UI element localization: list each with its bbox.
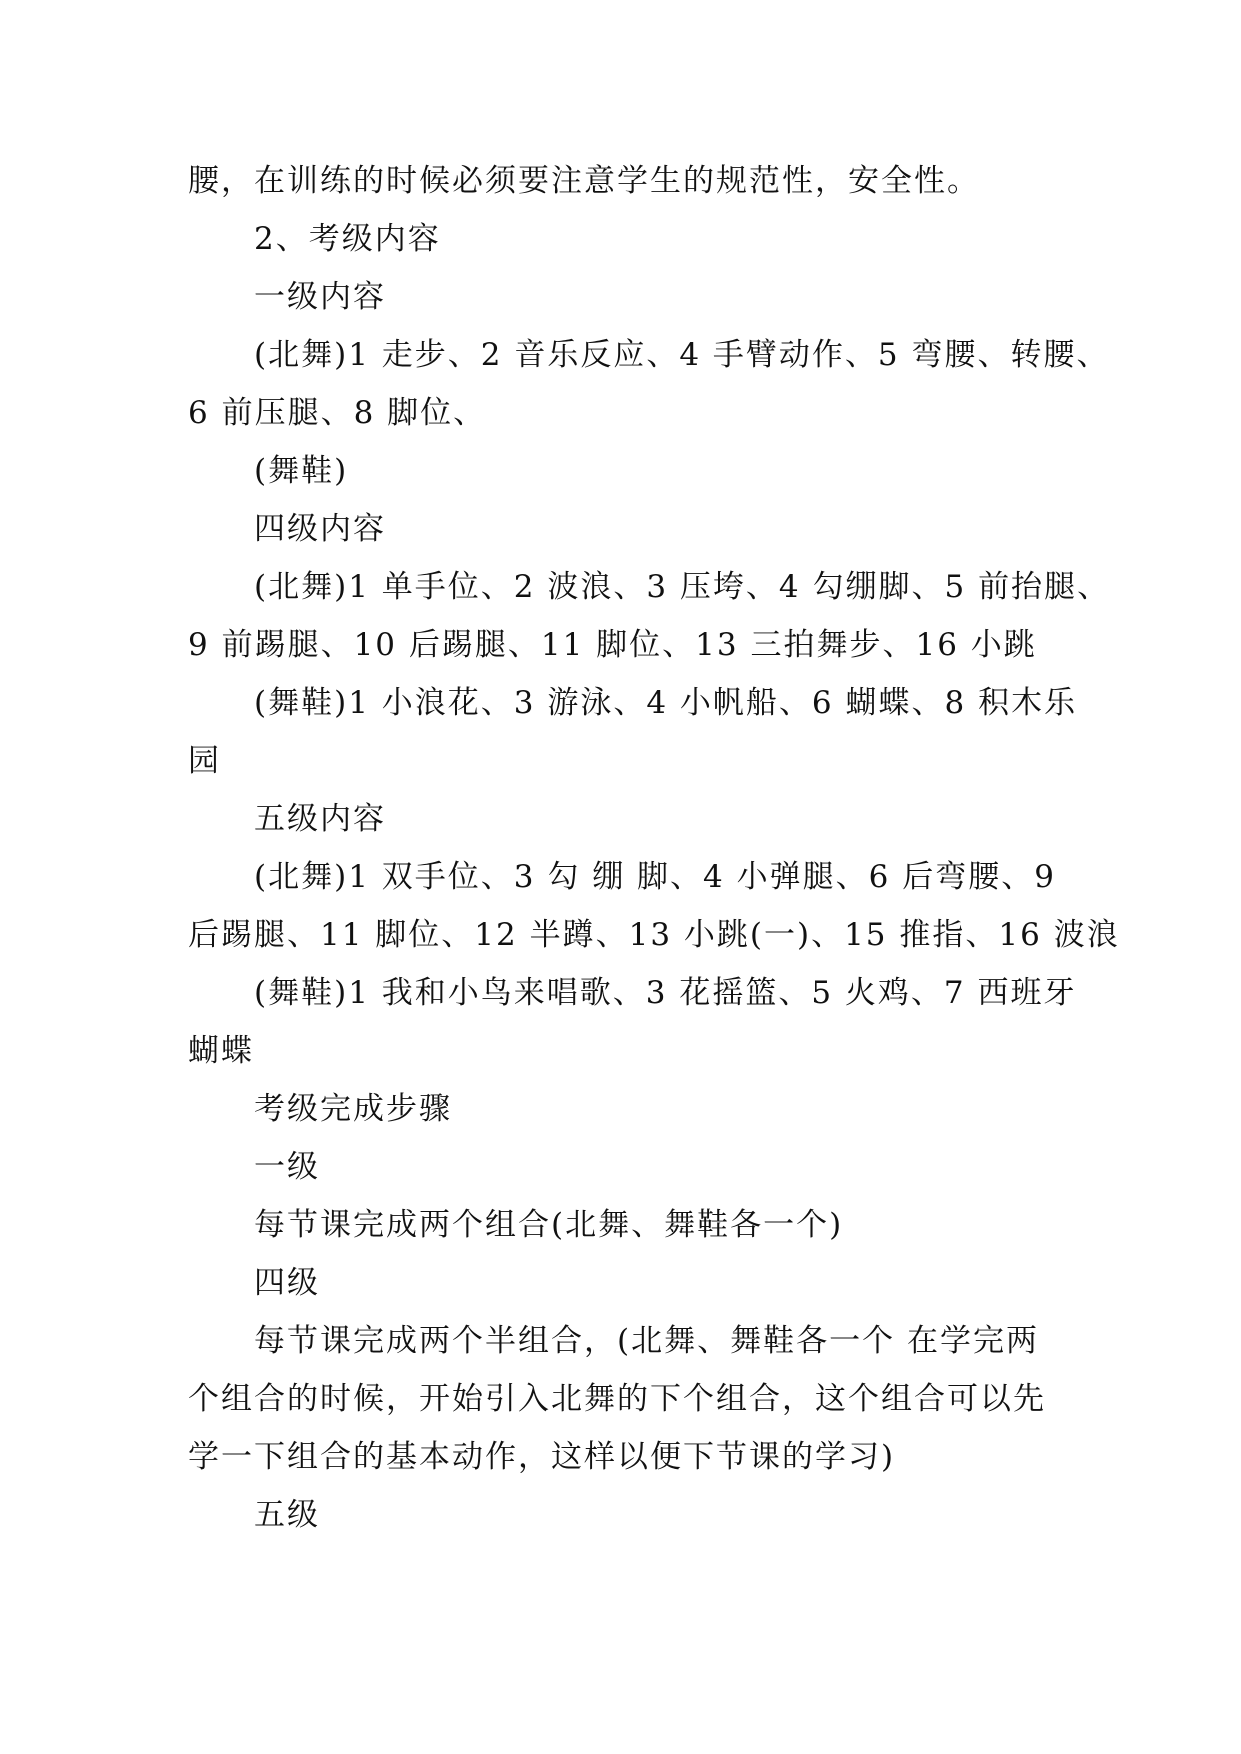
text-line: 后踢腿、11 脚位、12 半蹲、13 小跳(一)、15 推指、16 波浪 (188, 917, 1120, 953)
text-line: 学一下组合的基本动作，这样以便下节课的学习) (188, 1439, 896, 1475)
level-heading: 五级 (254, 1497, 320, 1533)
level-heading: 一级 (254, 1149, 320, 1185)
text-line: 每节课完成两个组合(北舞、舞鞋各一个) (254, 1207, 844, 1243)
text-line: (北舞)1 走步、2 音乐反应、4 手臂动作、5 弯腰、转腰、 (254, 337, 1110, 373)
level-heading: 四级内容 (254, 511, 386, 547)
text-line: (舞鞋) (254, 453, 349, 489)
section-heading: 2、考级内容 (254, 221, 441, 257)
text-line: 蝴蝶 (188, 1033, 254, 1069)
text-line: 每节课完成两个半组合，(北舞、舞鞋各一个 在学完两 (254, 1323, 1039, 1359)
text-line: 腰，在训练的时候必须要注意学生的规范性，安全性。 (188, 163, 980, 199)
text-line: 个组合的时候，开始引入北舞的下个组合，这个组合可以先 (188, 1381, 1046, 1417)
text-line: (舞鞋)1 小浪花、3 游泳、4 小帆船、6 蝴蝶、8 积木乐 (254, 685, 1078, 721)
section-heading: 考级完成步骤 (254, 1091, 452, 1127)
text-line: (北舞)1 双手位、3 勾 绷 脚、4 小弹腿、6 后弯腰、9 (254, 859, 1056, 895)
level-heading: 一级内容 (254, 279, 386, 315)
text-line: 6 前压腿、8 脚位、 (188, 395, 487, 431)
text-line: 园 (188, 743, 221, 779)
text-line: 9 前踢腿、10 后踢腿、11 脚位、13 三拍舞步、16 小跳 (188, 627, 1037, 663)
text-line: (舞鞋)1 我和小鸟来唱歌、3 花摇篮、5 火鸡、7 西班牙 (254, 975, 1077, 1011)
document-body (188, 152, 1120, 1544)
text-line: (北舞)1 单手位、2 波浪、3 压垮、4 勾绷脚、5 前抬腿、 (254, 569, 1111, 605)
level-heading: 四级 (254, 1265, 320, 1301)
level-heading: 五级内容 (254, 801, 386, 837)
